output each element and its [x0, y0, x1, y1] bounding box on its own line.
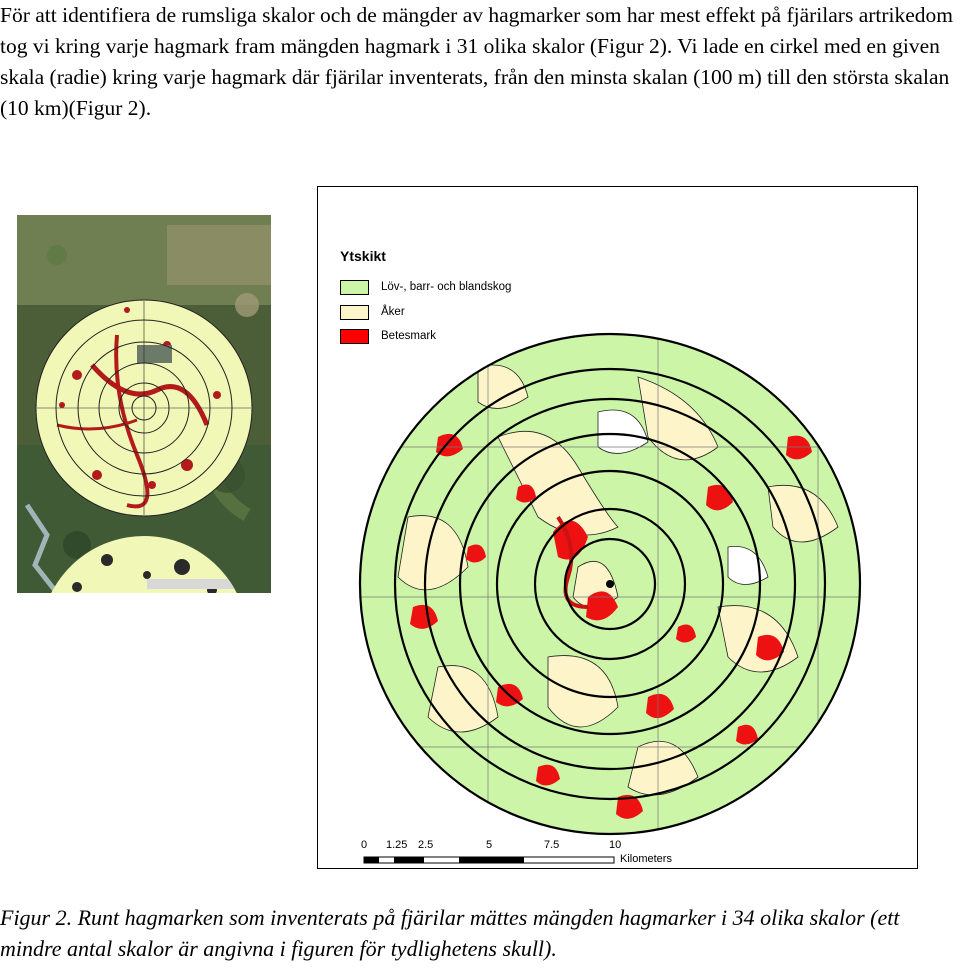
- scale-tick-label: 1.25: [386, 839, 408, 851]
- scale-tick-label: 0: [361, 839, 368, 851]
- scale-tick-label: 7.5: [544, 839, 560, 851]
- map-circle-area: [348, 327, 878, 837]
- legend-title: Ytskikt: [340, 248, 386, 264]
- landcover-map: [317, 186, 918, 869]
- scale-tick-label: 2.5: [418, 839, 434, 851]
- legend-label-pasture: Betesmark: [381, 330, 436, 342]
- legend-label-forest: Löv-, barr- och blandskog: [381, 281, 512, 293]
- scale-tick-label: 5: [486, 839, 493, 851]
- scale-tick-label: 10: [609, 839, 622, 851]
- scale-unit: Kilometers: [620, 853, 672, 865]
- scale-labels: [318, 839, 918, 859]
- satellite-image: [17, 215, 271, 593]
- figure-caption: Figur 2. Runt hagmarken som inventerats på fjärilar mättes mängden hagmarker i 34 olika skalor (ett mindre antal skalor är angivna i figuren för tydlighetens skull).: [0, 905, 900, 961]
- legend-label-field: Åker: [381, 306, 405, 318]
- intro-paragraph: För att identifiera de rumsliga skalor och de mängder av hagmarker som har mest effekt på fjärilars artrikedom tog vi kring varje hagmark fram mängden hagmark i 31 olika skalor (Figur 2). Vi lade en cirkel med en given skala (radie) kring varje hagmark där fjärilar inventerats, från den minsta skalan (100 m) till den största skalan (10 km)(Figur 2).: [0, 3, 954, 120]
